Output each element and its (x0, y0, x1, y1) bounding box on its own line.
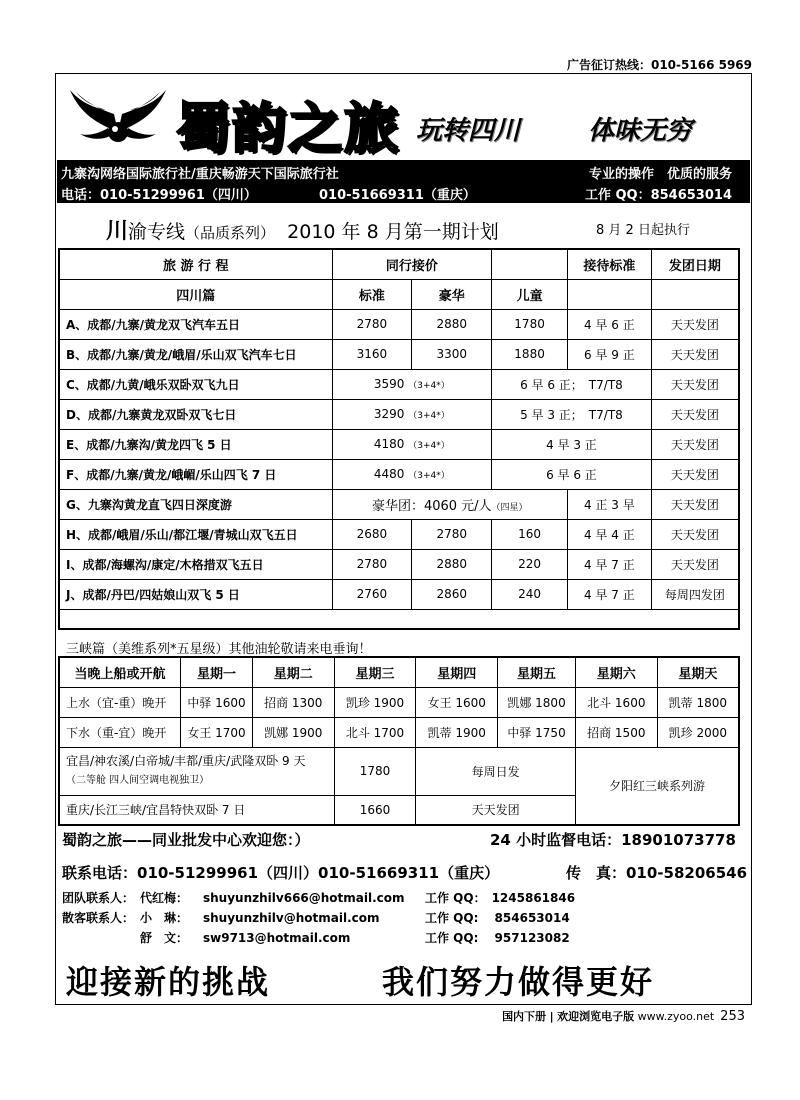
col-standard: 标准 (332, 279, 412, 309)
price-luxury: 3300 (412, 339, 492, 369)
header-standard: 接待标准 (567, 249, 651, 279)
contact-role: 散客联系人： (62, 911, 135, 925)
price-note: （四星） (491, 502, 528, 513)
departure-date: 天天发团 (651, 459, 739, 489)
route-name: D、成都/九寨黄龙双卧双飞七日 (59, 399, 332, 429)
price-combined (332, 369, 492, 399)
price-child: 220 (492, 549, 568, 579)
contact-row (62, 889, 575, 906)
price-luxury: 2860 (412, 579, 492, 609)
route-price: 1660 (334, 795, 416, 825)
col-child: 儿童 (492, 279, 568, 309)
ship-price: 北斗 1700 (334, 717, 416, 747)
departure-date: 天天发团 (651, 549, 739, 579)
price-value: 4180 (373, 437, 405, 451)
col-blank-1 (567, 279, 651, 309)
price-note: （3+4*） (408, 471, 450, 481)
table-header-row (59, 249, 739, 279)
table-row (59, 579, 739, 609)
departure-date: 天天发团 (651, 369, 739, 399)
route-date: 天天发团 (416, 795, 576, 825)
price-value: 豪华团：4060 元/人 (371, 498, 492, 514)
price-value: 3590 (373, 377, 405, 391)
price-standard: 3160 (332, 339, 412, 369)
table-row (59, 429, 739, 459)
agency-names: 九寨沟网络国际旅行社/重庆畅游天下国际旅行社 (61, 167, 339, 182)
sunset-series: 夕阳红三峡系列游 (575, 747, 739, 825)
contact-qq: 工作 QQ： 1245861846 (425, 891, 576, 905)
ship-price: 中驿 1600 (181, 687, 253, 717)
page-number: 253 (720, 1009, 745, 1024)
table-spacer-row (59, 609, 739, 629)
ship-price: 招商 1500 (575, 717, 657, 747)
price-note: （3+4*） (408, 411, 450, 421)
header-price: 同行接价 (332, 249, 492, 279)
price-child: 240 (492, 579, 568, 609)
plan-effective-date: 8 月 2 日起执行 (596, 223, 690, 238)
route-table (58, 248, 740, 630)
route-note: （二等舱 四人间空调电视独卫） (66, 775, 210, 786)
route-name: 重庆/长江三峡/宜昌特快双卧 7 日 (59, 795, 334, 825)
table-subheader-row (59, 279, 739, 309)
route-name: I、成都/海螺沟/康定/木格措双飞五日 (59, 549, 332, 579)
ship-price: 女王 1700 (181, 717, 253, 747)
ship-price: 女王 1600 (416, 687, 498, 717)
downstream-label: 下水（重-宜）晚开 (59, 717, 181, 747)
header-blank (492, 249, 568, 279)
sanxia-header-row (59, 657, 739, 687)
volume-label: 国内下册 (502, 1010, 547, 1023)
departure-date: 天天发团 (651, 309, 739, 339)
table-row (59, 459, 739, 489)
table-row (59, 309, 739, 339)
price-note: （3+4*） (408, 441, 450, 451)
contact-row (62, 909, 570, 926)
route-name: C、成都/九黄/峨乐双卧双飞九日 (59, 369, 332, 399)
brand-name: 蜀韵之旅 (176, 96, 400, 160)
upstream-label: 上水（宜-重）晚开 (59, 687, 181, 717)
day-header: 星期二 (252, 657, 334, 687)
route-name: G、九寨沟黄龙直飞四日深度游 (59, 489, 332, 519)
table-row (59, 399, 739, 429)
col-blank-2 (651, 279, 739, 309)
ship-price: 北斗 1600 (575, 687, 657, 717)
contact-role: 团队联系人： (62, 891, 135, 905)
meal-standard: 5 早 3 正； T7/T8 (492, 399, 652, 429)
contact-row (62, 929, 570, 946)
welcome-label: 欢迎浏览电子版 (557, 1010, 635, 1023)
phone-chongqing: 010-51669311（重庆） (319, 188, 476, 203)
spacer-cell (59, 609, 739, 629)
big-slogan-2: 我们努力做得更好 (382, 963, 655, 1001)
section-sichuan: 四川篇 (59, 279, 332, 309)
price-standard: 2780 (332, 549, 412, 579)
price-combined (332, 429, 492, 459)
route-name: E、成都/九寨沟/黄龙四飞 5 日 (59, 429, 332, 459)
contact-phones: 联系电话：010-51299961（四川）010-51669311（重庆） (62, 864, 500, 882)
route-date: 每周日发 (416, 747, 576, 795)
contact-qq: 工作 QQ: 957123082 (425, 931, 570, 945)
day-header: 星期三 (334, 657, 416, 687)
price-standard: 2760 (332, 579, 412, 609)
day-header: 星期一 (181, 657, 253, 687)
agency-bar (57, 160, 750, 203)
day-header: 星期六 (575, 657, 657, 687)
contact-email[interactable]: shuyunzhilv666@hotmail.com (203, 891, 405, 905)
route-price: 1780 (334, 747, 416, 795)
col-luxury: 豪华 (412, 279, 492, 309)
price-combined (332, 489, 567, 519)
price-luxury: 2880 (412, 309, 492, 339)
header-route: 旅 游 行 程 (59, 249, 332, 279)
contact-name: 舒 文： (140, 931, 189, 945)
route-name: A、成都/九寨/黄龙双飞汽车五日 (59, 309, 332, 339)
route-name (59, 747, 334, 795)
table-row (59, 369, 739, 399)
route-name: F、成都/九寨/黄龙/峨嵋/乐山四飞 7 日 (59, 459, 332, 489)
contact-email[interactable]: sw9713@hotmail.com (203, 931, 351, 945)
departure-date: 天天发团 (651, 489, 739, 519)
upstream-row (59, 687, 739, 717)
price-child: 160 (492, 519, 568, 549)
meal-standard: 4 早 6 正 (567, 309, 651, 339)
price-note: （3+4*） (408, 381, 450, 391)
route-name: J、成都/丹巴/四姑娘山双飞 5 日 (59, 579, 332, 609)
table-row (59, 747, 739, 795)
table-row (59, 549, 739, 579)
price-child: 1880 (492, 339, 568, 369)
fax-number: 传 真：010-58206546 (566, 864, 748, 882)
slogan-2: 体味无穷 (588, 116, 693, 146)
meal-standard: 6 早 9 正 (567, 339, 651, 369)
plan-title-line: 渝专线 (128, 221, 186, 243)
sanxia-title: 三峡篇（美维系列*五星级）其他油轮敬请来电垂询！ (66, 642, 372, 657)
table-row (59, 519, 739, 549)
meal-standard: 4 正 3 早 (567, 489, 651, 519)
day-header: 星期四 (416, 657, 498, 687)
departure-date: 天天发团 (651, 339, 739, 369)
price-luxury: 2880 (412, 549, 492, 579)
supervise-phone: 24 小时监督电话：18901073778 (490, 831, 736, 849)
plan-title-series: （品质系列） (185, 224, 276, 242)
day-header: 星期天 (657, 657, 739, 687)
meal-standard: 6 早 6 正； T7/T8 (492, 369, 652, 399)
plan-title (106, 214, 499, 245)
wholesale-welcome: 蜀韵之旅——同业批发中心欢迎您：） (62, 831, 310, 849)
winged-ball-logo-icon (68, 84, 168, 152)
plan-title-char: 川 (106, 219, 129, 244)
header-date: 发团日期 (651, 249, 739, 279)
ship-price: 凯蒂 1800 (657, 687, 739, 717)
big-slogan-1: 迎接新的挑战 (66, 963, 271, 1001)
route-name: H、成都/峨眉/乐山/都江堰/青城山双飞五日 (59, 519, 332, 549)
slogan-1: 玩转四川 (416, 116, 521, 146)
ship-price: 凯蒂 1900 (416, 717, 498, 747)
downstream-row (59, 717, 739, 747)
price-value: 4480 (373, 467, 405, 481)
ship-price: 招商 1300 (252, 687, 334, 717)
agency-motto: 专业的操作 优质的服务 (588, 167, 732, 182)
ship-price: 凯娜 1800 (498, 687, 576, 717)
route-name: B、成都/九寨/黄龙/峨眉/乐山双飞汽车七日 (59, 339, 332, 369)
meal-standard: 4 早 7 正 (567, 549, 651, 579)
logo-row (58, 80, 748, 158)
site-link[interactable]: www.zyoo.net (637, 1010, 715, 1023)
table-row (59, 339, 739, 369)
price-standard: 2680 (332, 519, 412, 549)
price-combined (332, 459, 492, 489)
route-text: 宜昌/神农溪/白帝城/丰都/重庆/武隆双卧 9 天 (66, 754, 306, 768)
ship-price: 凯娜 1900 (252, 717, 334, 747)
meal-standard: 4 早 7 正 (567, 579, 651, 609)
price-combined (332, 399, 492, 429)
sanxia-table (58, 656, 740, 826)
page-footer: 国内下册 | 欢迎浏览电子版 www.zyoo.net 253 (502, 1009, 745, 1024)
price-standard: 2780 (332, 309, 412, 339)
departure-date: 天天发团 (651, 519, 739, 549)
ad-hotline: 广告征订热线：010-5166 5969 (566, 58, 752, 72)
ship-price: 凯珍 1900 (334, 687, 416, 717)
departure-date: 天天发团 (651, 429, 739, 459)
ship-price: 中驿 1750 (498, 717, 576, 747)
day-header: 星期五 (498, 657, 576, 687)
contact-name: 代红梅： (140, 891, 189, 905)
plan-title-period: 2010 年 8 月第一期计划 (287, 221, 499, 243)
meal-standard: 4 早 3 正 (492, 429, 652, 459)
meal-standard: 4 早 4 正 (567, 519, 651, 549)
price-luxury: 2780 (412, 519, 492, 549)
contact-qq: 工作 QQ: 854653014 (425, 911, 570, 925)
contact-email[interactable]: shuyunzhilv@hotmail.com (203, 911, 380, 925)
departure-date: 每周四发团 (651, 579, 739, 609)
price-child: 1780 (492, 309, 568, 339)
phone-sichuan: 电话：010-51299961（四川） (61, 188, 257, 203)
table-row (59, 489, 739, 519)
departure-date: 天天发团 (651, 399, 739, 429)
contact-name: 小 琳： (140, 911, 189, 925)
work-qq: 工作 QQ：854653014 (584, 188, 732, 203)
meal-standard: 6 早 6 正 (492, 459, 652, 489)
sanxia-header-label: 当晚上船或开航 (59, 657, 181, 687)
ship-price: 凯珍 2000 (657, 717, 739, 747)
price-value: 3290 (373, 407, 405, 421)
